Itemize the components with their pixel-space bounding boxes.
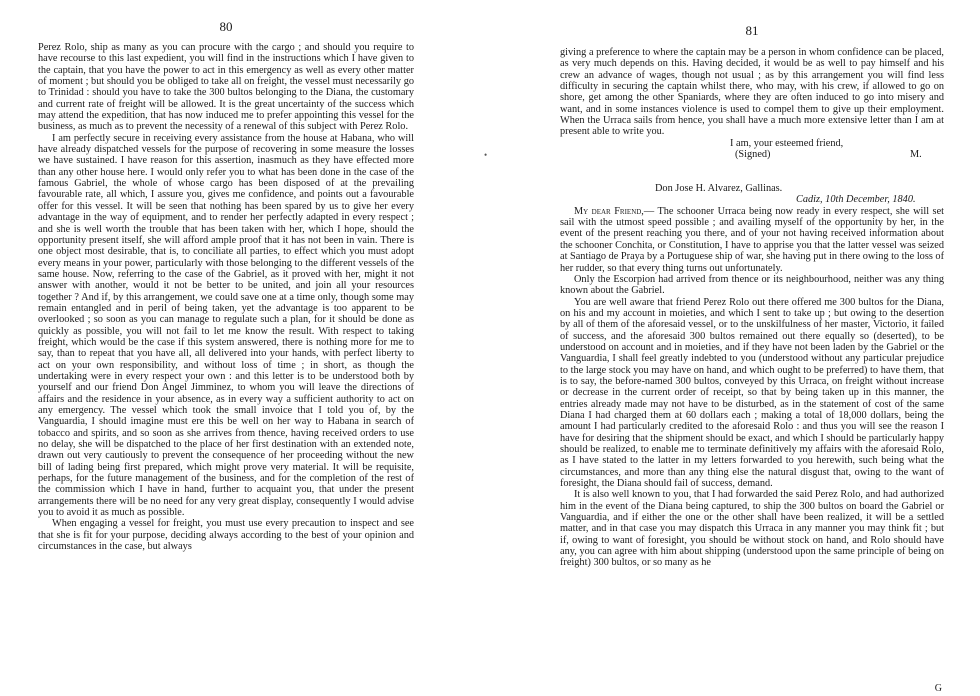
body-paragraph: — The schooner Urraca being now ready in every respect, she will set sail with the utmost speed possible ; and availing myself of the opportunity by her, in the event of the present reaching you there, and of your not having received information about the schooner Conchita, or Constitution, I have to apprise you that the latter vessel was seized at Santiago de Praya by a Portuguese ship of war, she having put in there owing to the loss of her rudder, so that every thing turns out unfortunately.: [560, 205, 944, 274]
body-paragraph: I am perfectly secure in receiving every assistance from the house at Habana, who will have already dispatched vessels for the purpose of recovering in some measure the losses we have sustained. I have reason for this assertion, inasmuch as they have effected more than any other house here. I would only refer you to what has been done in the case of the famous Gabriel, the whole of whose cargo has been disposed of at the prevailing favourable rate, all which, I assure you, gives me confidence, and points out a favourable offer for this vessel. It will be seen that nothing has been spared by us to give her every advantage in the way of equipment, and to render her perfectly adapted in every respect ; and she is well worth the trouble that has been taken with her, which I hope, should the opportunity present itself, she will afford ample proof that it has not been in vain. There is one object most desirable, that is, to conciliate all parties, to effect which you must adopt every means in your power, particularly with those belonging to the different vessels of the same house. Now, referring to the case of the Gabriel, as it proved with her, might it not answer with another, would it not be better to be united, and join all your resources together ? And if, by this arrangement, we could save one at a time only, though some may remain entangled and in peril of being taken, yet the advantage is too apparent to be overlooked ; so soon as you can manage to regulate such a plan, for it should be done as quickly as possible, you will not fail to let me know the result. With respect to taking freight, which would be the case if this system answered, there is nothing more for me to say, than to repeat that you have all, all delivered into your hands, with perfect liberty to act on your own responsibility, and without loss of time ; in short, as though the undertaking were in every respect your own : and this letter is to be understood both by yourself and our friend Don Angel Jimminez, to whom you will leave the directions of affairs and the residence in your absence, as in every way a sufficient authority to act on any emergency. The vessel which took the small invoice that I told you of, by the Vanguardia, I should imagine must ere this be well on her way to Habana in search of tobacco and spirits, and so soon as she arrives from thence, having received orders to use no delay, she will be dispatched to the place of her first destination with an extended note, drawn out very cautiously to prevent the consequence of her proceeding without the new bill of lading being first prepared, which might prove very material. It will be requisite, perhaps, for the future management of the business, and for the completion of the rest of the commission which I have in hand, further to acquaint you, that under the present arrangements there will be no need for any very great display, consequently I would advise you to avoid it as much as possible.: [38, 132, 414, 519]
left-page: [38, 0, 414, 696]
body-paragraph: It is also well known to you, that I had forwarded the said Perez Rolo, and had authorized him in the event of the Diana being captured, to ship the 300 bultos on board the Gabriel or Vanguardia, and if either the one or the other shall have been realized, it will be a settled matter, and in that case you may dispatch this Urraca in any manner you may think fit ; but if, owing to want of foresight, you should be without stock on hand, and Rolo should have any, you can agree with him about shipping (understood upon the same principle of being on freight) 300 bultos, or so many as he: [560, 489, 944, 569]
body-paragraph: giving a preference to where the captain may be a person in whom confidence can be placed, as very much depends on this. Having decided, it would be as well to pay himself and his crew an advance of wages, though not usual ; as by this arrangement you will find less difficulty in securing the captain whilst there, who may, with his crew, if allowed to go on shore, get among the other Spaniards, where they are often induced to go into misery and want, and in some instances violence is used to compel them to give up their employment. When the Urraca sails from hence, you shall have a much more extensive letter than I am at present able to write you.: [560, 47, 944, 138]
signature-mark: G: [934, 682, 942, 694]
body-paragraph: When engaging a vessel for freight, you must use every precaution to inspect and see that she is fit for your purpose, deciding always according to the best of your opinion and circumstances in the case, but always: [38, 518, 414, 553]
body-paragraph: Perez Rolo, ship as many as you can procure with the cargo ; and should you require to have recourse to this last expedient, you will find in the instructions which I have given to the captain, that you have the power to act in this emergency as well as every other matter of moment ; but should you be obliged to take all on freight, the vessel must necessarily go to Trinidad : should you have to take the 300 bultos belonging to the Diana, the customary and current rate of freight will be allowed. It is the great uncertainty of the success which may attend the expedition, that has now induced me to prefer appointing this vessel for the business, as much as to prevent the necessity of a renewal of this subject with Perez Rolo.: [38, 42, 414, 133]
letter-addressee: Don Jose H. Alvarez, Gallinas.: [655, 183, 783, 195]
gutter-mark: •: [484, 150, 488, 160]
letter-closing: I am, your esteemed friend,: [730, 137, 844, 149]
body-paragraph: Only the Escorpion had arrived from thence or its neighbourhood, neither was any thing known about the Gabriel.: [560, 273, 944, 297]
page-number: 80: [219, 19, 233, 34]
letter-dateline: Cadiz, 10th December, 1840.: [796, 194, 916, 206]
right-page: [560, 0, 944, 696]
body-paragraph: You are well aware that friend Perez Rolo out there offered me 300 bultos for the Diana, on his and my account in moieties, and which I sent to take up ; but owing to the desertion by all of them of the aforesaid vessel, or to the unskilfulness of her master, Victorio, it failed of success, and the aforesaid 300 bultos remained out there equally so (deserted), to be understood on account and in moieties, and if they have not been laden by the Gabriel or the Vanguardia, I shall feel greatly indebted to you (understood without any particular prejudice to the large stock you may have on hand, and which ought to be preferred) to have them, that is to say, the before-named 300 bultos, conveyed by this Urraca, on freight without increase or decrease in the current order of receipt, so that by being taken up in this manner, the entries already made may not have to be disturbed, as in the statement of cost of the same Diana I had charged them at 60 dollars each ; making a total of 18,000 dollars, being the amount I had particularly credited to the aforesaid Rolo : and thus you will see the reason I have for desiring that the shipment should be exact, and which I should be particularly happy should be realized, to enable me to terminate definitively my affairs with the aforesaid Rolo, as I have stated to the latter in my letters forwarded to you herewith, such being what the circumstances, and more than any thing else the natural disgust that, owing to the want of foresight, the Diana should fail of success, demand.: [560, 296, 944, 490]
letter-opening: [560, 206, 944, 274]
salutation: My dear Friend,: [574, 205, 644, 217]
signature-line: [560, 149, 944, 161]
signature-initial: M.: [910, 149, 922, 161]
signed-label: (Signed): [735, 149, 771, 161]
page-number: 81: [745, 23, 759, 38]
